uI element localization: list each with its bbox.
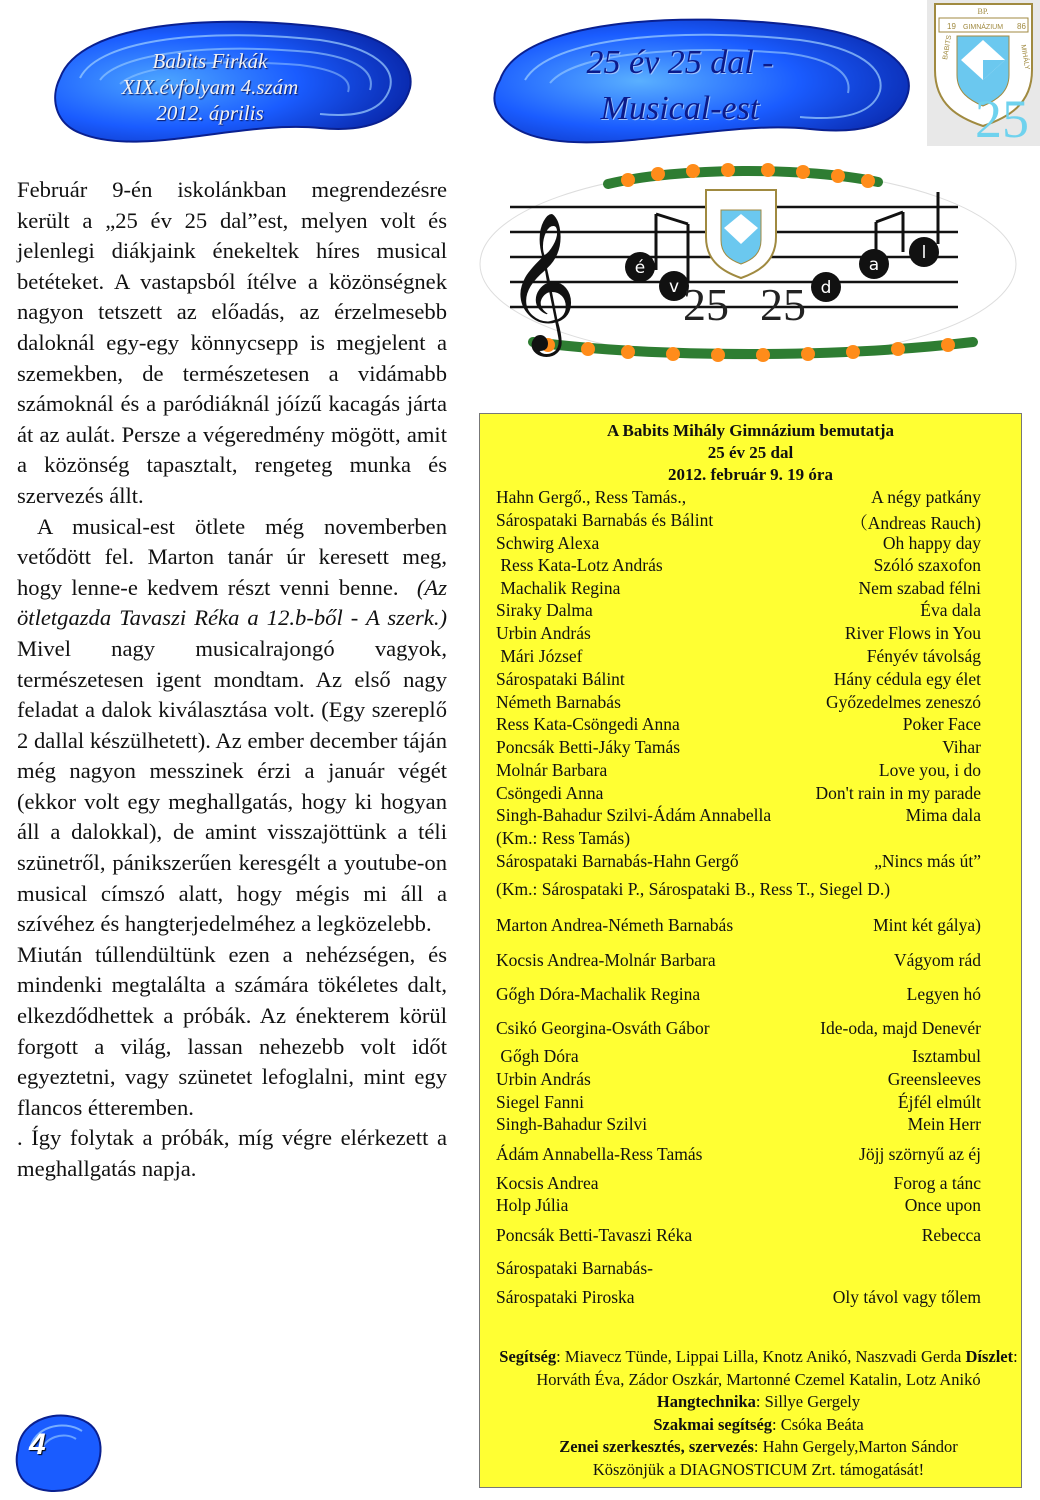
program-row (496, 851, 981, 872)
program-song: Győzedelmes zeneszó (826, 692, 981, 712)
program-performer: Molnár Barbara (496, 760, 608, 780)
program-row (496, 510, 981, 535)
program-song: A négy patkány (871, 487, 981, 507)
program-performer: Hahn Gergő., Ress Tamás., (496, 487, 687, 507)
program-performer: Sárospataki Barnabás- (496, 1258, 653, 1278)
program-song: Fényév távolság (866, 646, 981, 666)
program-performer: Ress Kata-Csöngedi Anna (496, 714, 680, 734)
program-song: Once upon (904, 1195, 981, 1215)
program-row (496, 760, 981, 781)
masthead-issue: XIX.évfolyam 4.szám (121, 75, 299, 99)
headline-text (520, 40, 840, 132)
program-song: Mein Herr (907, 1114, 981, 1134)
program-performer: Gőgh Dóra-Machalik Regina (496, 984, 701, 1004)
program-song: Nem szabad félni (858, 578, 981, 598)
program-performer: Urbin András (496, 623, 591, 643)
program-performer: Sárospataki Barnabás és Bálint (496, 510, 714, 530)
program-song: Rebecca (921, 1225, 981, 1245)
program-credits: Segítség: Miavecz Tünde, Lippai Lilla, Knotz Anikó, Naszvadi Gerda Díszlet: Horváth Éva, Zádor Oszkár, Martonné Czemel Katalin, Lotz Anikó Hangtechnika: Sillye Gergely Szakmai segítség: Csóka Beáta Zenei szerkesztés, szervezés: Hahn Gergely,Marton Sándor Köszönjük a DIAGNOSTICUM Zrt. támogatását! (498, 1346, 1019, 1481)
page-number: 4 (29, 1428, 46, 1461)
program-row (496, 879, 981, 900)
program-performer: Kocsis Andrea (496, 1173, 599, 1193)
program-row (496, 1018, 981, 1039)
page-number-bubble (8, 1405, 108, 1495)
program-performer: Holp Júlia (496, 1195, 569, 1215)
program-song: Legyen hó (906, 984, 981, 1004)
program-song: Ide-oda, majd Denevér (820, 1018, 981, 1038)
sponsor-thanks: Köszönjük a DIAGNOSTICUM Zrt. támogatását! (592, 1459, 925, 1479)
program-song: Éjfél elmúlt (897, 1092, 981, 1112)
program-row (496, 950, 981, 971)
svg-text:MIHÁLY: MIHÁLY (1019, 44, 1031, 71)
program-heading-3: 2012. február 9. 19 óra (668, 465, 833, 484)
program-row (496, 915, 981, 936)
svg-text:l: l (921, 243, 927, 263)
masthead-text (90, 48, 330, 126)
program-song: Isztambul (911, 1046, 981, 1066)
program-row (496, 578, 981, 599)
program-performer: Ress Kata-Lotz András (496, 555, 663, 575)
program-performer: Poncsák Betti-Jáky Tamás (496, 737, 681, 757)
program-row (496, 1114, 981, 1135)
program-row (496, 1258, 981, 1279)
staff-number-1: 25 (683, 279, 729, 330)
program-row (496, 646, 981, 667)
svg-text:BABITS: BABITS (942, 34, 954, 61)
program-row (496, 1173, 981, 1194)
program-row (496, 1092, 981, 1113)
program-song: Szóló szaxofon (873, 555, 981, 575)
program-performer: Machalik Regina (496, 578, 621, 598)
program-row (496, 487, 981, 508)
program-song: Love you, i do (878, 760, 981, 780)
program-row (496, 1195, 981, 1216)
program-row (496, 984, 981, 1005)
program-row (496, 1287, 981, 1308)
program-performer: Csöngedi Anna (496, 783, 604, 803)
program-performer: Poncsák Betti-Tavaszi Réka (496, 1225, 693, 1245)
program-song: Vihar (942, 737, 981, 757)
treble-clef-icon: 𝄞 (506, 212, 577, 351)
program-performer: Siegel Fanni (496, 1092, 584, 1112)
program-song: Jöjj szörnyű az éj (859, 1144, 981, 1164)
program-heading-2: 25 év 25 dal (707, 443, 794, 462)
program-row (496, 555, 981, 576)
svg-text:é: é (634, 258, 646, 278)
program-row (496, 783, 981, 804)
svg-text:GIMNÁZIUM: GIMNÁZIUM (962, 24, 1004, 31)
program-row (496, 533, 981, 554)
program-song: （Andreas Rauch) (850, 513, 981, 533)
music-staff-graphic (478, 162, 1026, 367)
program-performer: (Km.: Ress Tamás) (496, 828, 631, 848)
svg-text:v: v (668, 277, 680, 297)
program-song: Mint két gálya) (873, 915, 981, 935)
svg-text:a: a (868, 255, 880, 275)
svg-text:d: d (820, 278, 832, 298)
program-performer: Kocsis Andrea-Molnár Barbara (496, 950, 716, 970)
program-row (496, 623, 981, 644)
program-row (496, 805, 981, 826)
program-song: Forog a tánc (893, 1173, 981, 1193)
program-song: Poker Face (902, 714, 981, 734)
svg-text:BP.: BP. (977, 7, 989, 16)
program-song: Greensleeves (887, 1069, 981, 1089)
program-performer: (Km.: Sárospataki P., Sárospataki B., Ress T., Siegel D.) (496, 879, 891, 899)
program-row (496, 737, 981, 758)
program-performer: Marton Andrea-Németh Barnabás (496, 915, 734, 935)
article-paragraph-1: Február 9-én iskolánkban megrendezésre került a „25 év 25 dal”est, melyen volt és jelenlegi diákjaink énekeltek híres musical betéteket. A vastapsból ítélve a közönségnek nagyon tetszett az előadás, az érzelmesebb daloknál egy-egy könnycsepp is megjelent a szemekben, de természetesen a vidámabb számoknál és a paródiáknál jóízű kacagás járta át az aulát. Persze a végeredmény mögött, amit a közönség tapasztalt, rengeteg munka és szervezés állt. (17, 177, 447, 508)
program-song: „Nincs más út” (874, 851, 981, 871)
program-song: Hány cédula egy élet (833, 669, 981, 689)
program-song: Oly távol vagy tőlem (832, 1287, 981, 1307)
program-song: River Flows in You (844, 623, 981, 643)
program-performer: Urbin András (496, 1069, 591, 1089)
program-performer: Gőgh Dóra (496, 1046, 579, 1066)
program-box (479, 413, 1022, 1488)
program-row (496, 1046, 981, 1067)
article-paragraph-4: . Így folytak a próbák, míg végre elérkezett a meghallgatás napja. (17, 1125, 447, 1181)
program-row (496, 669, 981, 690)
program-performer: Sárospataki Bálint (496, 669, 625, 689)
program-performer: Mári József (496, 646, 583, 666)
program-performer: Singh-Bahadur Szilvi-Ádám Annabella (496, 805, 772, 825)
program-performer: Csikó Georgina-Osváth Gábor (496, 1018, 710, 1038)
program-row (496, 600, 981, 621)
article-paragraph-3: Miután túllendültünk ezen a nehézségen, és mindenki megtalálta a számára tökéletes dalt, elkezdődhettek a próbák. Az énekterem körül forgott a világ, lassan nehezebb volt időt egyeztetni, vagy szünetet lefoglalni, mint egy flancos étteremben. (17, 941, 447, 1120)
article-paragraph-2: A musical-est ötlete még novemberben vetődött fel. Marton tanár úr keresett meg, hogy lenne-e kedvem részt venni benne. (Az ötletgazda Tavaszi Réka a 12.b-ből - A szerk.) Mivel nagy musicalrajongó vagyok, természetesen igent mondtam. Az első nagy feladat a dalok kiválasztása volt. (Egy szereplő 2 dallal készülhetett). Az ember december táján még nagyon messzinek érzi a január végét (ekkor volt egy meghallgatás, hogy ki hogyan áll a dalokkal), de amint visszajöttünk a téli szünetről, pánikszerűen keresgélt a youtube-on musical címszó alatt, hogy mégis mi áll a szívéhez és hangterjedelméhez a legközelebb. (17, 513, 448, 937)
program-song: Vágyom rád (894, 950, 981, 970)
program-performer: Németh Barnabás (496, 692, 621, 712)
svg-text:86: 86 (1017, 22, 1026, 31)
svg-text:19: 19 (947, 22, 956, 31)
masthead-title: Babits Firkák (152, 49, 268, 73)
program-row (496, 714, 981, 735)
program-song: Oh happy day (882, 533, 981, 553)
program-song: Don't rain in my parade (815, 783, 981, 803)
program-performer: Singh-Bahadur Szilvi (496, 1114, 648, 1134)
program-heading-1: A Babits Mihály Gimnázium bemutatja (606, 421, 895, 440)
article-body (17, 175, 447, 1185)
headline-line-2: Musical-est (600, 90, 760, 127)
program-song: Éva dala (920, 600, 981, 620)
staff-number-2: 25 (760, 279, 806, 330)
program-performer: Sárospataki Piroska (496, 1287, 635, 1307)
program-performer: Siraky Dalma (496, 600, 593, 620)
program-song: Mima dala (905, 805, 981, 825)
program-performer: Sárospataki Barnabás-Hahn Gergő (496, 851, 739, 871)
program-performer: Schwirg Alexa (496, 533, 600, 553)
editor-note: (Az ötletgazda Tavaszi Réka a 12.b-ből - A szerk.) (17, 574, 448, 631)
crest-on-staff-icon (706, 190, 776, 278)
program-row (496, 1144, 981, 1165)
anniversary-number: 25 (975, 89, 1029, 149)
program-row (496, 692, 981, 713)
program-row (496, 828, 981, 849)
headline-line-1: 25 év 25 dal - (586, 44, 774, 81)
program-performer: Ádám Annabella-Ress Tamás (496, 1144, 703, 1164)
masthead-date: 2012. április (156, 101, 264, 125)
program-row (496, 1069, 981, 1090)
program-row (496, 1225, 981, 1246)
